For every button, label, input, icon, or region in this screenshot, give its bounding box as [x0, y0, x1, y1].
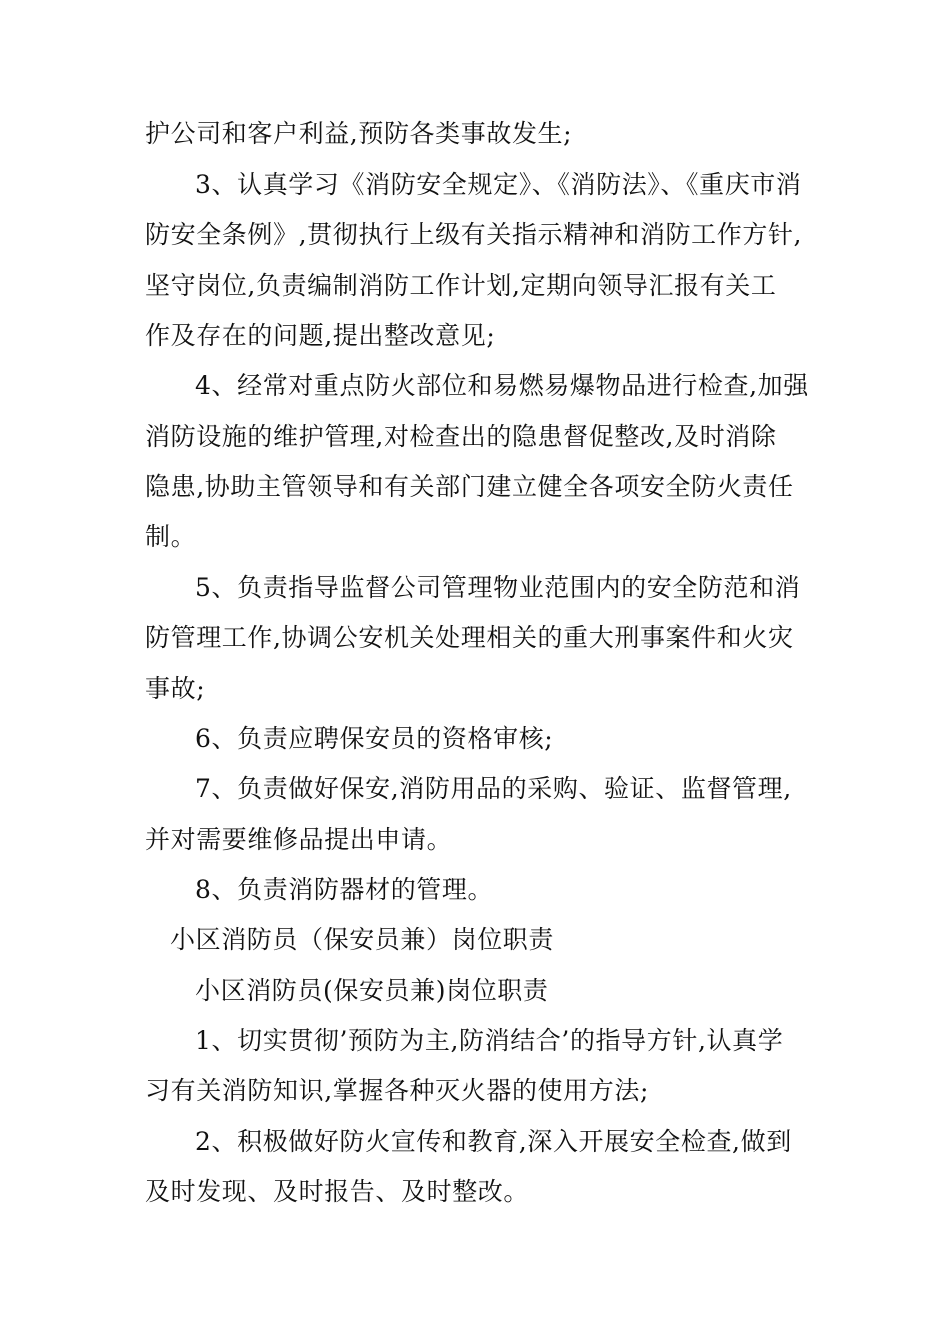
text-line: 习有关消防知识,掌握各种灭火器的使用方法;: [145, 1076, 649, 1105]
text-line: 1、切实贯彻’预防为主,防消结合’的指导方针,认真学: [195, 1026, 784, 1055]
text-line: 作及存在的问题,提出整改意见;: [145, 321, 496, 350]
text-line: 隐患,协助主管领导和有关部门建立健全各项安全防火责任: [145, 472, 794, 501]
text-line: 防管理工作,协调公安机关处理相关的重大刑事案件和火灾: [145, 623, 794, 652]
text-line: 7、负责做好保安,消防用品的采购、验证、监督管理,: [195, 774, 792, 803]
text-line: 3、认真学习《消防安全规定》、《消防法》、《重庆市消: [195, 170, 802, 199]
section-subheading: 小区消防员(保安员兼)岗位职责: [195, 976, 549, 1005]
text-line: 护公司和客户利益,预防各类事故发生;: [145, 119, 573, 148]
text-line: 事故;: [145, 674, 206, 703]
text-line: 6、负责应聘保安员的资格审核;: [195, 724, 554, 753]
text-line: 坚守岗位,负责编制消防工作计划,定期向领导汇报有关工: [145, 271, 777, 300]
text-line: 消防设施的维护管理,对检查出的隐患督促整改,及时消除: [145, 422, 777, 451]
text-line: 及时发现、及时报告、及时整改。: [145, 1177, 530, 1206]
text-line: 8、负责消防器材的管理。: [195, 875, 494, 904]
text-line: 5、负责指导监督公司管理物业范围内的安全防范和消: [195, 573, 801, 602]
text-line: 2、积极做好防火宣传和教育,深入开展安全检查,做到: [195, 1127, 792, 1156]
text-line: 并对需要维修品提出申请。: [145, 825, 453, 854]
text-line: 制。: [145, 522, 197, 551]
section-heading: 小区消防员（保安员兼）岗位职责: [170, 925, 555, 954]
text-line: 4、经常对重点防火部位和易燃易爆物品进行检查,加强: [195, 371, 809, 400]
text-line: 防安全条例》,贯彻执行上级有关指示精神和消防工作方针,: [145, 220, 803, 249]
